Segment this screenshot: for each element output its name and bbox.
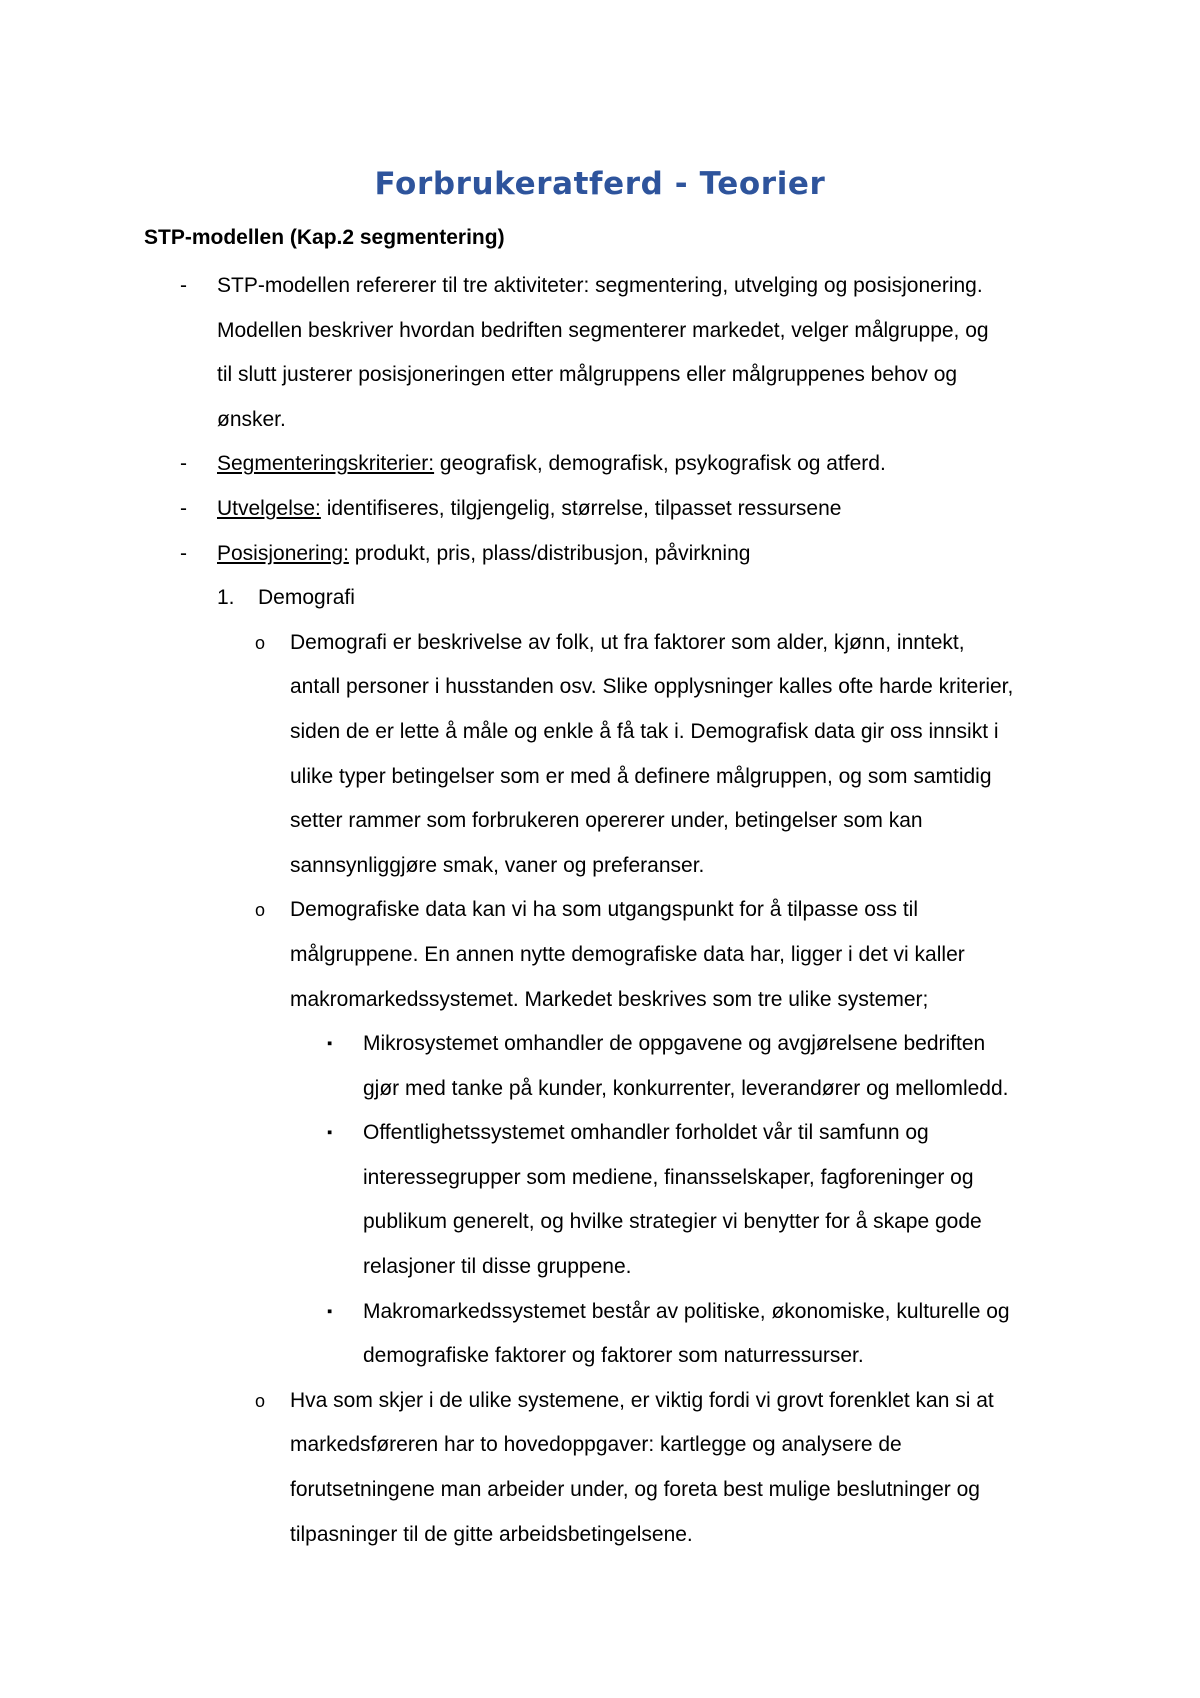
- bullet-utvelgelse: [0, 487, 1200, 532]
- document-title: Forbrukeratferd - Teorier: [374, 166, 826, 202]
- sub-bullet: [0, 1379, 1200, 1424]
- square-item-line: Offentlighetssystemet omhandler forholdet vår til samfunn og: [363, 1121, 929, 1145]
- sub-bullet-line-row: [0, 755, 1200, 800]
- sub-bullet-line-row: [0, 799, 1200, 844]
- bullet-segmentering: [0, 442, 1200, 487]
- sub-bullet-line-row: [0, 844, 1200, 889]
- circle-bullet: o: [255, 1390, 266, 1411]
- sub-bullet-line: makromarkedssystemet. Markedet beskrives som tre ulike systemer;: [290, 987, 929, 1011]
- sub-bullet-line-row: [0, 1513, 1200, 1558]
- sub-bullet-line: målgruppene. En annen nytte demografiske data har, ligger i det vi kaller: [290, 942, 965, 966]
- bullet-stp: [0, 264, 1200, 309]
- bullet-line-row: [0, 353, 1200, 398]
- sub-bullet-line-row: [0, 1423, 1200, 1468]
- square-item-line: interessegrupper som mediene, finansselskaper, fagforeninger og: [363, 1165, 974, 1189]
- bullet-text: produkt, pris, plass/distribusjon, påvirkning: [348, 541, 751, 565]
- bullet-line: Modellen beskriver hvordan bedriften segmenterer markedet, velger målgruppe, og: [217, 318, 989, 342]
- bullet-line-row: [0, 398, 1200, 443]
- square-item-line-row: [0, 1334, 1200, 1379]
- dash-bullet: -: [180, 496, 187, 520]
- square-item: [0, 1290, 1200, 1335]
- square-item-line: gjør med tanke på kunder, konkurrenter, leverandører og mellomledd.: [363, 1076, 1009, 1100]
- square-item-line-row: [0, 1245, 1200, 1290]
- circle-bullet: o: [255, 632, 266, 653]
- sub-bullet-line: Demografiske data kan vi ha som utgangspunkt for å tilpasse oss til: [290, 898, 918, 922]
- bullet-text: identifiseres, tilgjengelig, størrelse, tilpasset ressursene: [320, 496, 842, 520]
- square-item-line-row: [0, 1156, 1200, 1201]
- square-bullet: ▪: [327, 1124, 333, 1142]
- sub-bullet-line: markedsføreren har to hovedoppgaver: kartlegge og analysere de: [290, 1433, 902, 1457]
- sub-bullet-line: sannsynliggjøre smak, vaner og preferanser.: [290, 853, 705, 877]
- circle-bullet: o: [255, 900, 266, 921]
- content-list: [0, 264, 1200, 1557]
- dash-bullet: -: [180, 541, 187, 565]
- numbered-label: Demografi: [258, 586, 355, 610]
- sub-bullet-line-row: [0, 1468, 1200, 1513]
- sub-bullet-line: Demografi er beskrivelse av folk, ut fra faktorer som alder, kjønn, inntekt,: [290, 630, 965, 654]
- bullet-text: geografisk, demografisk, psykografisk og atferd.: [434, 452, 886, 476]
- sub-bullet-line-row: [0, 665, 1200, 710]
- square-item: [0, 1111, 1200, 1156]
- bullet-line-row: [0, 309, 1200, 354]
- square-item-line: publikum generelt, og hvilke strategier vi benytter for å skape gode: [363, 1210, 982, 1234]
- square-item-line: Mikrosystemet omhandler de oppgavene og avgjørelsene bedriften: [363, 1032, 986, 1056]
- bullet-line: ønsker.: [217, 407, 286, 431]
- sub-bullet: [0, 621, 1200, 666]
- dash-bullet: -: [180, 452, 187, 476]
- sub-bullet-line: siden de er lette å måle og enkle å få tak i. Demografisk data gir oss innsikt i: [290, 719, 999, 743]
- dash-bullet: -: [180, 274, 187, 297]
- sub-bullet-line-row: [0, 933, 1200, 978]
- square-bullet: ▪: [327, 1302, 333, 1320]
- sub-bullet-line: forutsetningene man arbeider under, og foreta best mulige beslutninger og: [290, 1478, 980, 1502]
- square-item-line: Makromarkedssystemet består av politiske, økonomiske, kulturelle og: [363, 1299, 1010, 1323]
- sub-bullet-line: setter rammer som forbrukeren opererer under, betingelser som kan: [290, 809, 923, 833]
- sub-bullet-line: antall personer i husstanden osv. Slike opplysninger kalles ofte harde kriterier,: [290, 675, 1014, 699]
- bullet-label: Posisjonering:: [217, 541, 349, 565]
- bullet-line: til slutt justerer posisjoneringen etter målgruppens eller målgruppenes behov og: [217, 363, 958, 387]
- sub-bullet-line: Hva som skjer i de ulike systemene, er viktig fordi vi grovt forenklet kan si at: [290, 1388, 994, 1412]
- list-number: 1.: [217, 586, 235, 610]
- sub-bullet-line: tilpasninger til de gitte arbeidsbetingelsene.: [290, 1522, 693, 1546]
- bullet-posisjonering: [0, 532, 1200, 577]
- bullet-label: Segmenteringskriterier:: [217, 452, 435, 476]
- square-item-line-row: [0, 1200, 1200, 1245]
- bullet-line: STP-modellen refererer til tre aktiviteter: segmentering, utvelging og posisjonering.: [217, 274, 983, 297]
- sub-bullet-line: ulike typer betingelser som er med å definere målgruppen, og som samtidig: [290, 764, 992, 788]
- square-item: [0, 1022, 1200, 1067]
- sub-bullet: [0, 888, 1200, 933]
- square-item-line: relasjoner til disse gruppene.: [363, 1255, 632, 1279]
- numbered-item-demografi: [0, 576, 1200, 621]
- square-item-line-row: [0, 1067, 1200, 1112]
- square-item-line: demografiske faktorer og faktorer som naturressurser.: [363, 1344, 864, 1368]
- section-heading: STP-modellen (Kap.2 segmentering): [144, 226, 505, 249]
- bullet-label: Utvelgelse:: [217, 496, 321, 520]
- sub-bullet-line-row: [0, 978, 1200, 1023]
- square-bullet: ▪: [327, 1035, 333, 1053]
- sub-bullet-line-row: [0, 710, 1200, 755]
